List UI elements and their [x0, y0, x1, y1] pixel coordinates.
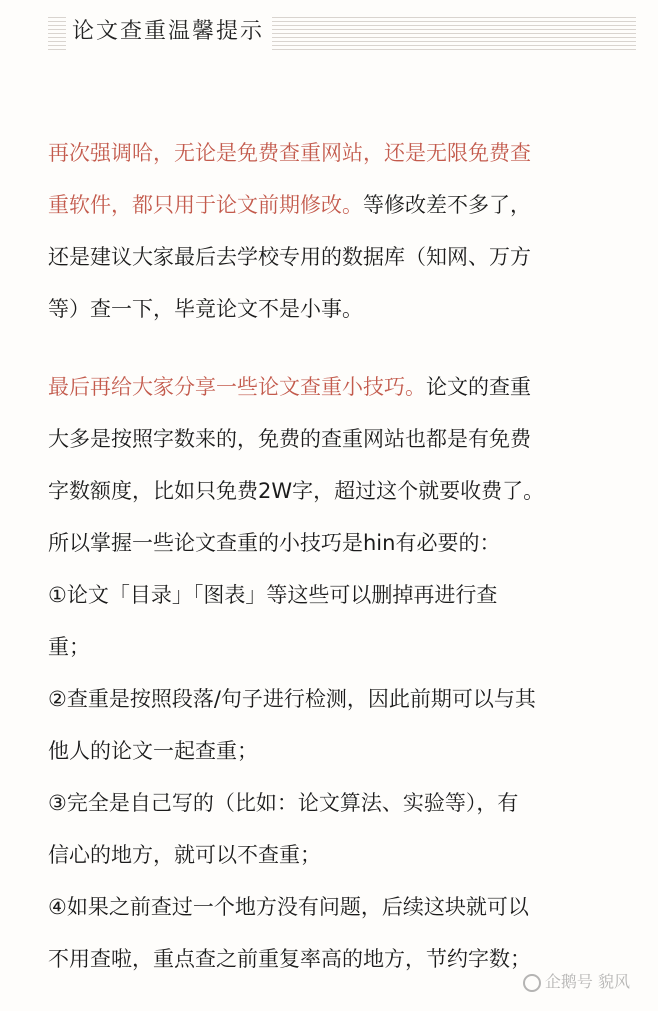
text-line	[48, 673, 628, 725]
highlighted-text: 最后再给大家分享一些论文查重小技巧。	[48, 375, 426, 399]
penguin-icon	[523, 974, 541, 992]
body-text: 等）查一下，毕竟论文不是小事。	[48, 297, 363, 321]
body-text: 他人的论文一起查重；	[48, 739, 258, 763]
text-line	[48, 413, 628, 465]
text-line	[48, 283, 628, 335]
body-text: 等修改差不多了，	[363, 193, 531, 217]
watermark	[523, 969, 630, 992]
article-body	[48, 127, 628, 1011]
paragraph-2	[48, 361, 628, 985]
body-text: ②查重是按照段落/句子进行检测，因此前期可以与其	[48, 687, 536, 711]
text-line	[48, 621, 628, 673]
text-line	[48, 127, 628, 179]
watermark-text: 企鹅号 貌风	[544, 972, 630, 991]
section-header	[48, 14, 636, 50]
paragraph-1	[48, 127, 628, 335]
body-text: 大多是按照字数来的，免费的查重网站也都是有免费	[48, 427, 531, 451]
highlighted-text: 再次强调哈，无论是免费查重网站，还是无限免费查	[48, 141, 531, 165]
text-line	[48, 569, 628, 621]
section-title: 论文查重温馨提示	[66, 12, 272, 52]
body-text: 还是建议大家最后去学校专用的数据库（知网、万方	[48, 245, 531, 269]
body-text: 字数额度，比如只免费2W字，超过这个就要收费了。	[48, 479, 545, 503]
body-text: ③完全是自己写的（比如：论文算法、实验等），有	[48, 791, 519, 815]
body-text: ①论文「目录」「图表」等这些可以删掉再进行查	[48, 583, 498, 607]
text-line	[48, 725, 628, 777]
text-line	[48, 517, 628, 569]
text-line	[48, 179, 628, 231]
text-line	[48, 361, 628, 413]
body-text: 所以掌握一些论文查重的小技巧是hin有必要的：	[48, 531, 501, 555]
text-line	[48, 231, 628, 283]
text-line	[48, 777, 628, 829]
text-line	[48, 465, 628, 517]
body-text: ④如果之前查过一个地方没有问题，后续这块就可以	[48, 895, 529, 919]
body-text: 论文的查重	[426, 375, 531, 399]
body-text: 信心的地方，就可以不查重；	[48, 843, 321, 867]
body-text: 重；	[48, 635, 90, 659]
highlighted-text: 重软件，都只用于论文前期修改。	[48, 193, 363, 217]
body-text: 不用查啦，重点查之前重复率高的地方，节约字数；	[48, 947, 531, 971]
text-line	[48, 881, 628, 933]
text-line	[48, 829, 628, 881]
